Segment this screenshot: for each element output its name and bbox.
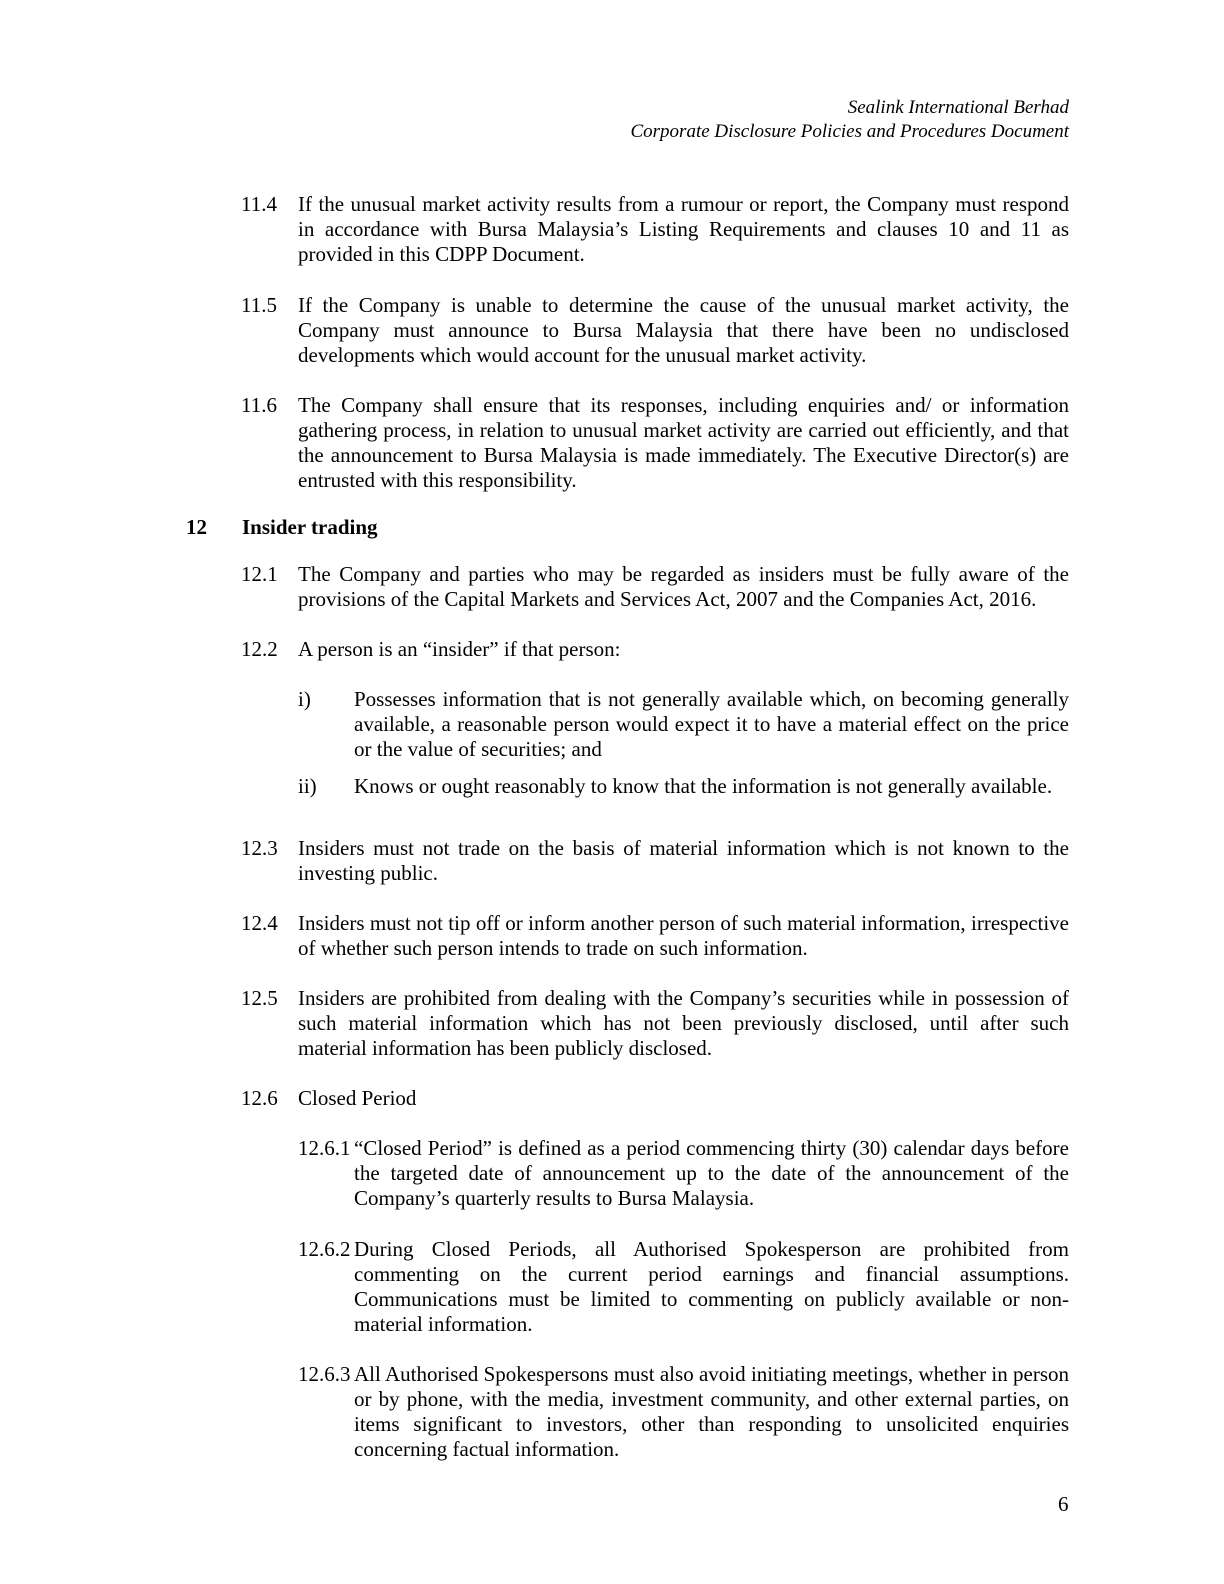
item-number: 12.6.2 <box>298 1237 351 1261</box>
item-number: 12.6.3 <box>298 1362 351 1386</box>
clause-12-2 <box>241 637 1069 662</box>
section-number: 12 <box>186 515 207 539</box>
clause-number: 11.5 <box>241 293 277 317</box>
sub-item-i <box>298 687 1069 762</box>
clause-12-6 <box>241 1086 1069 1111</box>
clause-12-5 <box>241 986 1069 1061</box>
running-header <box>630 96 1069 144</box>
clause-12-4 <box>241 911 1069 961</box>
clause-11-5 <box>241 293 1069 368</box>
item-text: All Authorised Spokespersons must also avoid initiating meetings, whether in person or by phone, with the media, investment community, and other external parties, on items significant to investors, other than responding to unsolicited enquiries concerning factual information. <box>354 1362 1069 1461</box>
page-number: 6 <box>1058 1492 1069 1516</box>
clause-12-6-2 <box>298 1237 1069 1337</box>
clause-12-6-3 <box>298 1362 1069 1462</box>
item-text: “Closed Period” is defined as a period commencing thirty (30) calendar days before the targeted date of announcement up to the date of the announcement of the Company’s quarterly results to Bursa Malaysia. <box>354 1136 1069 1210</box>
clause-number: 11.4 <box>241 192 277 216</box>
clause-12-1 <box>241 562 1069 612</box>
clause-11-6 <box>241 393 1069 493</box>
section-heading-12 <box>186 515 378 540</box>
item-number: 12.6.1 <box>298 1136 351 1160</box>
clause-11-4 <box>241 192 1069 267</box>
sub-item-ii <box>298 774 1069 799</box>
clause-text: If the unusual market activity results from a rumour or report, the Company must respond in accordance with Bursa Malaysia’s Listing Requirements and clauses 10 and 11 as provided in this CDPP Document. <box>298 192 1069 266</box>
clause-number: 12.2 <box>241 637 278 661</box>
item-text: Knows or ought reasonably to know that the information is not generally available. <box>354 774 1053 798</box>
header-company-name: Sealink International Berhad <box>847 97 1069 118</box>
section-title: Insider trading <box>242 515 378 539</box>
clause-number: 12.6 <box>241 1086 278 1110</box>
clause-number: 12.1 <box>241 562 278 586</box>
clause-text: Insiders are prohibited from dealing with the Company’s securities while in possession of such material information which has not been previously disclosed, until after such material information has been publicly disclosed. <box>298 986 1069 1060</box>
clause-text: Insiders must not tip off or inform another person of such material information, irrespective of whether such person intends to trade on such information. <box>298 911 1069 960</box>
clause-number: 12.5 <box>241 986 278 1010</box>
item-text: Possesses information that is not generally available which, on becoming generally available, a reasonable person would expect it to have a material effect on the price or the value of securities; and <box>354 687 1069 761</box>
clause-text: The Company and parties who may be regarded as insiders must be fully aware of the provisions of the Capital Markets and Services Act, 2007 and the Companies Act, 2016. <box>298 562 1069 611</box>
header-document-title: Corporate Disclosure Policies and Procedures Document <box>630 121 1069 142</box>
clause-12-3 <box>241 836 1069 886</box>
clause-number: 12.4 <box>241 911 278 935</box>
clause-12-6-1 <box>298 1136 1069 1211</box>
clause-text: If the Company is unable to determine the cause of the unusual market activity, the Company must announce to Bursa Malaysia that there have been no undisclosed developments which would account for the unusual market activity. <box>298 293 1069 367</box>
item-number: i) <box>298 687 311 711</box>
item-text: During Closed Periods, all Authorised Spokesperson are prohibited from commenting on the current period earnings and financial assumptions. Communications must be limited to commenting on publicly available or non-material information. <box>354 1237 1069 1336</box>
clause-number: 12.3 <box>241 836 278 860</box>
item-number: ii) <box>298 774 317 798</box>
clause-text: The Company shall ensure that its responses, including enquiries and/ or information gathering process, in relation to unusual market activity are carried out efficiently, and that the announcement to Bursa Malaysia is made immediately. The Executive Director(s) are entrusted with this responsibility. <box>298 393 1069 492</box>
clause-text: A person is an “insider” if that person: <box>298 637 621 661</box>
clause-text: Insiders must not trade on the basis of material information which is not known to the investing public. <box>298 836 1069 885</box>
clause-number: 11.6 <box>241 393 277 417</box>
clause-text: Closed Period <box>298 1086 417 1110</box>
